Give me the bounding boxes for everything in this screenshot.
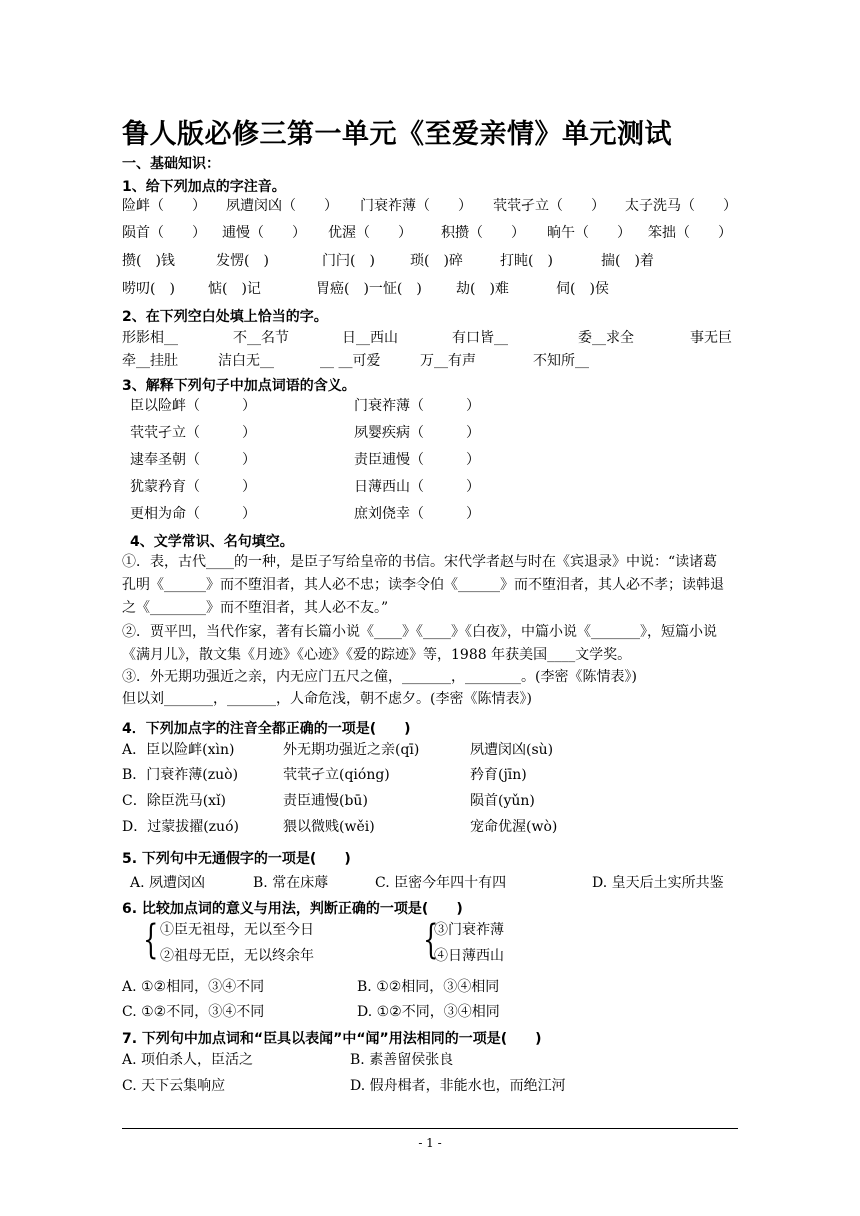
q4a-line: ③．外无期功强近之亲，内无应门五尺之僮，_______，________。(李密《陈情表》) [122, 669, 637, 685]
footer-rule [122, 1128, 738, 1129]
q6-item: ②祖母无臣，无以终余年 [160, 948, 314, 964]
q4b-option: C．除臣洗马(xǐ) [122, 793, 227, 809]
q5-option: C. 臣密今年四十有四 [375, 875, 507, 891]
q1-item: 逋慢（ ） [222, 225, 306, 241]
q1-item: 惦( )记 [208, 281, 261, 297]
q1-item: 攒( )钱 [122, 253, 175, 269]
q6-item: ①臣无祖母，无以至今日 [160, 922, 314, 938]
q2-item: 洁白无__ [218, 353, 274, 369]
q2-item: __ __可爱 [320, 353, 381, 369]
q2-item: 事无巨 [690, 330, 732, 346]
q1-item: 发愣( ) [216, 253, 269, 269]
q1-item: 伺( )侯 [556, 281, 609, 297]
q4b-option: 矜育(jīn) [470, 767, 527, 783]
q3-item: 臣以险衅（ ） [130, 398, 256, 414]
q3-item: 门衰祚薄（ ） [354, 398, 480, 414]
q7-option: B. 素善留侯张良 [350, 1052, 454, 1068]
q1-item: 劫( )难 [456, 281, 509, 297]
q3-item: 庶刘侥幸（ ） [354, 506, 480, 522]
q1-item: 揣( )着 [601, 253, 654, 269]
q1-item: 唠叨( ) [122, 281, 175, 297]
q4a-line: ①．表，古代____的一种，是臣子写给皇帝的书信。宋代学者赵与时在《宾退录》中说：“读诸葛 [122, 554, 718, 570]
q1-item: 晌午（ ） [547, 225, 631, 241]
q4a-line: 孔明《______》而不堕泪者，其人必不忠；读李令伯《______》而不堕泪者，其人必不孝；读韩退 [122, 577, 724, 593]
q3-item: 责臣逋慢（ ） [354, 452, 480, 468]
q4b-option: 夙遭闵凶(sù) [470, 742, 554, 758]
q6-option: B. ①②相同，③④相同 [357, 979, 500, 995]
q1-item: 陨首（ ） [122, 225, 206, 241]
question-3-heading: 3、解释下列句子中加点词语的含义。 [122, 378, 356, 394]
q4a-line: 《满月儿》，散文集《月迹》《心迹》《爱的踪迹》等，1988 年获美国____文学奖。 [122, 647, 632, 663]
q2-item: 不知所__ [533, 353, 589, 369]
page-title: 鲁人版必修三第一单元《至爱亲情》单元测试 [122, 119, 672, 150]
question-1-heading: 1、给下列加点的字注音。 [122, 179, 286, 195]
left-brace: { [143, 917, 159, 963]
q4b-option: 猥以微贱(wěi) [283, 819, 375, 835]
q1-item: 门衰祚薄（ ） [360, 198, 472, 214]
page-number: - 1 - [418, 1136, 442, 1150]
q2-item: 日__西山 [342, 330, 398, 346]
q6-option: D. ①②不同，③④相同 [357, 1004, 500, 1020]
q1-item: 积攒（ ） [441, 225, 525, 241]
q1-item: 险衅（ ） [122, 198, 206, 214]
q6-option: C. ①②不同，③④不同 [122, 1004, 265, 1020]
q7-option: D. 假舟楫者，非能水也，而绝江河 [350, 1078, 566, 1094]
q2-item: 委__求全 [578, 330, 634, 346]
q4b-option: 宠命优渥(wò) [470, 819, 558, 835]
q1-item: 胃癌( )一怔( ) [316, 281, 422, 297]
q3-item: 更相为命（ ） [130, 506, 256, 522]
q1-item: 优渥（ ） [328, 225, 412, 241]
q6-option: A. ①②相同，③④不同 [122, 979, 265, 995]
q7-option: C. 天下云集响应 [122, 1078, 226, 1094]
q4a-line: 但以刘_______，_______，人命危浅，朝不虑夕。(李密《陈情表》) [122, 691, 532, 707]
q6-item: ③门衰祚薄 [434, 922, 504, 938]
q3-item: 日薄西山（ ） [354, 479, 480, 495]
q4b-option: D．过蒙拔擢(zuó) [122, 819, 239, 835]
q2-item: 万__有声 [420, 353, 476, 369]
right-brace: { [423, 917, 439, 963]
q3-item: 逮奉圣朝（ ） [130, 452, 256, 468]
q1-item: 笨拙（ ） [648, 225, 732, 241]
question-4b-heading: 4．下列加点字的注音全都正确的一项是( ) [122, 721, 411, 737]
section-heading: 一、基础知识： [122, 156, 220, 172]
q6-item: ④日薄西山 [434, 948, 504, 964]
q1-item: 茕茕孑立（ ） [493, 198, 605, 214]
q4b-option: 茕茕孑立(qióng) [283, 767, 390, 783]
q3-item: 茕茕孑立（ ） [130, 425, 256, 441]
q3-item: 犹蒙矜育（ ） [130, 479, 256, 495]
q5-option: A. 夙遭闵凶 [130, 875, 206, 891]
q4b-option: 陨首(yǔn) [470, 793, 535, 809]
question-5-heading: 5. 下列句中无通假字的一项是( ) [122, 851, 351, 867]
question-4a-heading: 4、文学常识、名句填空。 [130, 534, 294, 550]
q4b-option: 外无期功强近之亲(qī) [283, 742, 420, 758]
q4b-option: A．臣以险衅(xìn) [122, 742, 235, 758]
q1-item: 琐( )碎 [410, 253, 463, 269]
q1-item: 门闩( ) [322, 253, 375, 269]
q4b-option: B．门衰祚薄(zuò) [122, 767, 239, 783]
q2-item: 有口皆__ [452, 330, 508, 346]
q4b-option: 责臣逋慢(bū) [283, 793, 368, 809]
question-6-heading: 6. 比较加点词的意义与用法，判断正确的一项是( ) [122, 901, 463, 917]
q2-item: 形影相__ [122, 330, 178, 346]
question-7-heading: 7. 下列句中加点词和“臣具以表闻”中“闻”用法相同的一项是( ) [122, 1031, 542, 1047]
q1-item: 夙遭闵凶（ ） [226, 198, 338, 214]
q4a-line: ②．贾平凹，当代作家，著有长篇小说《____》《____》《白夜》，中篇小说《_______》，短篇小说 [122, 624, 717, 640]
q1-item: 太子洗马（ ） [625, 198, 737, 214]
q1-item: 打盹( ) [500, 253, 553, 269]
q2-item: 牵__挂肚 [122, 353, 178, 369]
q7-option: A. 项伯杀人，臣活之 [122, 1052, 254, 1068]
question-2-heading: 2、在下列空白处填上恰当的字。 [122, 309, 328, 325]
q2-item: 不__名节 [233, 330, 289, 346]
q5-option: D. 皇天后土实所共鉴 [592, 875, 724, 891]
q4a-line: 之《________》而不堕泪者，其人必不友。” [122, 600, 389, 616]
q3-item: 夙婴疾病（ ） [354, 425, 480, 441]
q5-option: B. 常在床蓐 [253, 875, 329, 891]
